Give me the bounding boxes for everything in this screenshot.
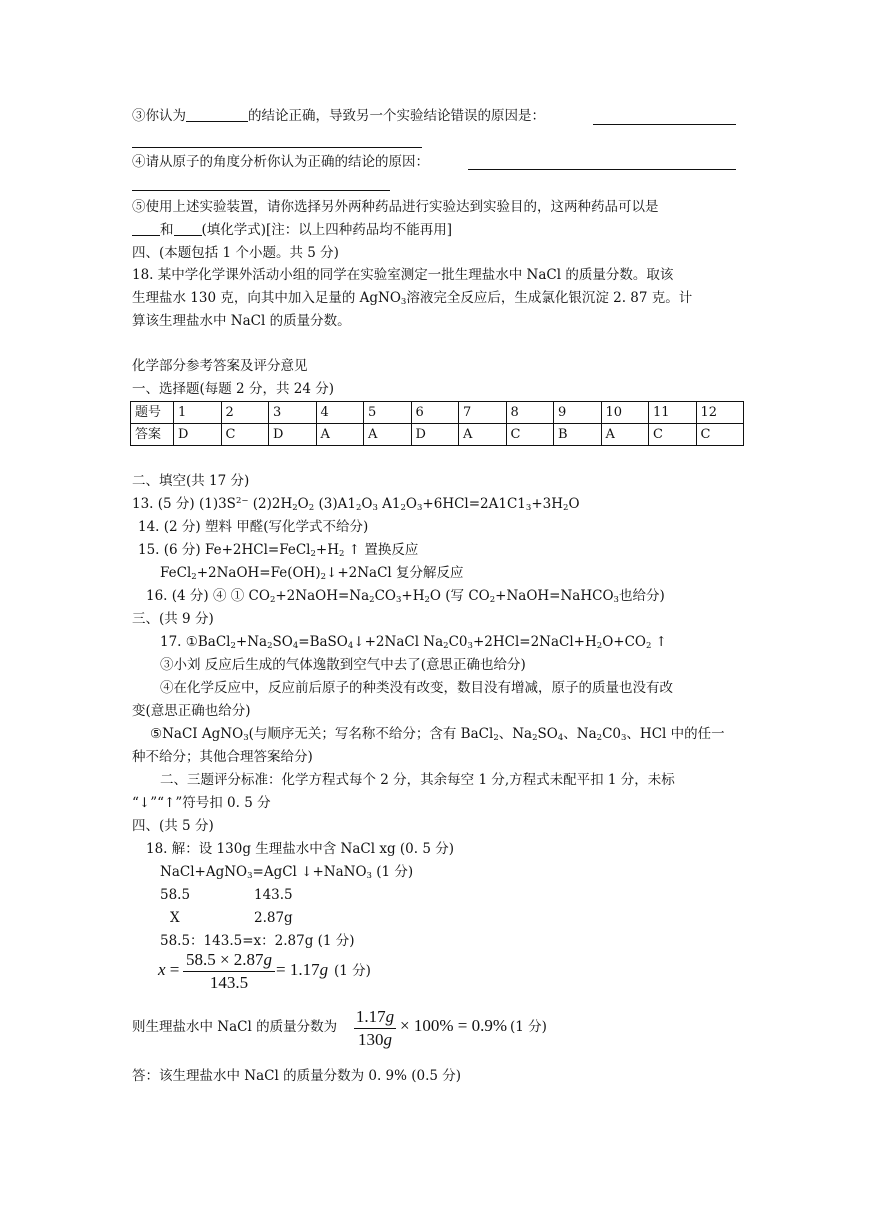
a17-5a-i: 、Na: [563, 726, 597, 742]
eq1-equals: =: [169, 960, 180, 979]
a17-5a-k: C0: [602, 726, 621, 742]
q3-middle: 的结论正确，导致另一个实验结论错误的原因是：: [248, 108, 545, 124]
cell-answer: C: [696, 424, 744, 446]
cell-number: 12: [696, 402, 744, 424]
a16-m: 也给分): [618, 588, 665, 604]
q5-note: (填化学式)[注：以上四种药品均不能再用]: [201, 222, 453, 238]
cell-answer: C: [506, 424, 554, 446]
a16-j: 2: [489, 595, 496, 605]
eq2-rhs: × 100% = 0.9%: [400, 1016, 507, 1035]
a16-d: 2: [369, 595, 375, 605]
eq2-den-unit: g: [383, 1030, 392, 1049]
cell-number: 11: [649, 402, 697, 424]
q3-prefix: ③你认为: [132, 108, 186, 124]
answer-18-5: 58.5：143.5=x：2.87g (1 分): [160, 933, 355, 949]
cell-number: 7: [459, 402, 507, 424]
a16-c: +2NaOH=Na: [275, 588, 370, 604]
cell-answer: C: [221, 424, 269, 446]
eq1-num-value: 58.5 × 2.87: [185, 950, 264, 969]
cell-number: 8: [506, 402, 554, 424]
eq1-num-unit: g: [263, 950, 273, 969]
cell-number: 3: [269, 402, 317, 424]
a16-a: 16. (4 分) ④ ① CO: [146, 588, 270, 604]
a16-f: 3: [395, 595, 402, 605]
q4-blank-1: [468, 169, 736, 170]
a18-2-a: NaCl+AgNO: [160, 864, 248, 880]
a17-1-a: 17. ①BaCl: [160, 634, 231, 650]
a13-s: O: [568, 496, 580, 512]
a17-1-g: =BaSO: [298, 634, 348, 650]
a17-1-m: +2HCl=2NaCl+H: [472, 634, 597, 650]
a16-e: CO: [374, 588, 396, 604]
a13-g: (3)A1: [314, 496, 356, 512]
a16-k: +NaOH=NaHCO: [495, 588, 614, 604]
q5-blank-1: [132, 221, 160, 236]
a16-l: 3: [613, 595, 619, 605]
q18-line-2: [132, 289, 692, 307]
q4-line: [132, 153, 429, 171]
cell-number: 6: [411, 402, 459, 424]
a15-2-a: FeCl: [160, 565, 192, 581]
final-answer: 答：该生理盐水中 NaCl 的质量分数为 0. 9% (0.5 分): [132, 1068, 462, 1084]
a17-5a-d: 2: [493, 733, 499, 743]
a17-5a-f: 2: [532, 733, 538, 743]
eq2-prefix: 则生理盐水中 NaCl 的质量分数为: [132, 1019, 338, 1035]
answer-13: [132, 495, 580, 513]
a17-5a-h: 4: [557, 733, 564, 743]
a13-j: 3: [372, 503, 378, 513]
a15-1-c: +H: [315, 542, 339, 558]
answer-15-1: [138, 541, 418, 559]
a17-1-o: O+CO: [602, 634, 646, 650]
a17-5a-a: ⑤NaCI AgNO: [150, 726, 244, 742]
a13-b: 2−: [235, 496, 249, 506]
answer-17-5b: 种不给分；其他合理答案给分): [132, 749, 313, 765]
a16-i: O (写 CO: [429, 588, 490, 604]
q3-blank-3: [132, 147, 422, 148]
a17-1-l: 3: [467, 641, 473, 651]
a13-p: 3: [525, 503, 532, 513]
eq2-num-unit: g: [385, 1007, 395, 1026]
q18-line-3: 算该生理盐水中 NaCl 的质量分数。: [132, 313, 351, 329]
q4-text: ④请从原子的角度分析你认为正确的结论的原因：: [132, 154, 429, 170]
a17-5a-c: (与顺序无关；写名称不给分；含有 BaCl: [248, 726, 494, 742]
a18-2-b: 3: [247, 871, 253, 881]
a17-1-p: 2: [645, 641, 652, 651]
eq2-num-value: 1.17: [355, 1007, 386, 1026]
a17-1-e: SO: [272, 634, 293, 650]
cell-number: 1: [174, 402, 222, 424]
a15-1-a: 15. (6 分) Fe+2HCl=FeCl: [138, 542, 311, 558]
a17-5a-m: 、HCl 中的任一: [626, 726, 725, 742]
answer-17-4b: 变(意思正确也给分): [132, 703, 251, 719]
q3-line: [132, 107, 545, 125]
a13-q: +3H: [531, 496, 564, 512]
a13-f: 2: [308, 503, 315, 513]
q5-blank-2: [174, 221, 202, 236]
cell-answer: C: [649, 424, 697, 446]
a13-r: 2: [563, 503, 569, 513]
eq1-lhs: [158, 961, 179, 979]
a18-2-e: (1 分): [371, 864, 414, 880]
cell-answer: A: [601, 424, 649, 446]
answer-17-4a: ④在化学反应中，反应前后原子的种类没有改变，数目没有增减，原子的质量也没有改: [160, 680, 673, 696]
table-row: [131, 424, 744, 446]
q3-blank-2: [593, 124, 736, 125]
a13-a: 13. (5 分) (1)3S: [132, 496, 236, 512]
cell-number: 4: [316, 402, 364, 424]
cell-answer: A: [364, 424, 412, 446]
cell-number: 2: [221, 402, 269, 424]
a17-1-c: +Na: [235, 634, 268, 650]
a13-d: 2: [292, 503, 298, 513]
a17-5a-j: 2: [596, 733, 603, 743]
eq2-fraction: [354, 1007, 396, 1050]
a15-1-e: ↑ 置换反应: [344, 542, 419, 558]
a13-m: O: [405, 496, 417, 512]
a17-1-f: 4: [292, 641, 299, 651]
q18-line2-sub: 3: [400, 297, 407, 307]
cell-answer: D: [411, 424, 459, 446]
answer-17-5a: [150, 725, 725, 743]
answer-17-1: [160, 633, 667, 651]
cell-number: 5: [364, 402, 412, 424]
cell-number: 10: [601, 402, 649, 424]
eq2-den-value: 130: [358, 1030, 384, 1049]
cell-answer: D: [269, 424, 317, 446]
a13-l: 2: [400, 503, 406, 513]
answer-18-3-b: 143.5: [254, 887, 293, 903]
q4-blank-2: [132, 190, 390, 191]
a15-2-c: +2NaOH=Fe(OH): [196, 565, 321, 581]
answers-title: 化学部分参考答案及评分意见: [132, 358, 308, 374]
answer-18-3-a: 58.5: [160, 887, 191, 903]
a15-2-e: ↓+2NaCl 复分解反应: [326, 565, 464, 581]
a17-1-d: 2: [267, 641, 273, 651]
q18-line-1: 18. 某中学化学课外活动小组的同学在实验室测定一批生理盐水中 NaCl 的质量分数。取该: [132, 267, 674, 283]
a18-2-c: =AgCl ↓+NaNO: [252, 864, 367, 880]
a13-h: 2: [355, 503, 362, 513]
a17-1-n: 2: [596, 641, 603, 651]
table-row: [131, 402, 744, 424]
a17-5a-b: 3: [243, 733, 249, 743]
answer-14: 14. (2 分) 塑料 甲醛(写化学式不给分): [138, 519, 369, 535]
criteria-line-2: “↓”“↑”符号扣 0. 5 分: [132, 795, 271, 811]
a18-2-d: 3: [366, 871, 372, 881]
a15-2-b: 2: [191, 572, 197, 582]
a13-k: A1: [377, 496, 401, 512]
q5-line-1: ⑤使用上述实验装置，请你选择另外两种药品进行实验达到实验目的，这两种药品可以是: [132, 199, 659, 215]
answer-18-2: [160, 863, 413, 881]
eq2-score: (1 分): [510, 1019, 547, 1035]
a17-1-j: 2: [443, 641, 449, 651]
answer-18-4-a: X: [170, 910, 180, 926]
a13-n: 3: [417, 503, 423, 513]
q18-line2-c: 溶液完全反应后，生成氯化银沉淀 2. 87 克。计: [406, 290, 693, 306]
a15-2-d: 2: [320, 572, 327, 582]
a17-1-k: C0: [448, 634, 468, 650]
q18-line2-a: 生理盐水 130 克，向其中加入足量的 AgNO: [132, 290, 401, 306]
eq1-rhs: [276, 961, 328, 979]
eq1-fraction-bar: [183, 971, 275, 972]
answer-15-2: [160, 564, 464, 582]
cell-answer: A: [316, 424, 364, 446]
answer-17-3: ③小刘 反应后生成的气体逸散到空气中去了(意思正确也给分): [160, 657, 526, 673]
eq1-rhs-value: = 1.17: [276, 960, 320, 979]
row-label-answer: 答案: [131, 424, 174, 446]
a17-5a-l: 3: [621, 733, 627, 743]
cell-answer: D: [174, 424, 222, 446]
eq2-fraction-bar: [354, 1028, 396, 1029]
cell-answer: A: [459, 424, 507, 446]
answer-16: [146, 587, 665, 605]
eq1-rhs-unit: g: [319, 960, 329, 979]
answer-18-1: 18. 解：设 130g 生理盐水中含 NaCl xg (0. 5 分): [146, 841, 454, 857]
a13-o: +6HCl=2A1C1: [422, 496, 526, 512]
eq1-denominator: 143.5: [209, 973, 249, 992]
a17-1-h: 4: [347, 641, 354, 651]
answers-sec3: 三、(共 9 分): [132, 611, 214, 627]
a17-1-i: ↓+2NaCl Na: [353, 634, 444, 650]
cell-number: 9: [554, 402, 602, 424]
a13-c: (2)2H: [248, 496, 293, 512]
q3-blank-1: [186, 107, 248, 122]
cell-answer: B: [554, 424, 602, 446]
eq2-denominator: [354, 1030, 396, 1050]
answer-table: [130, 401, 744, 446]
a16-g: +H: [401, 588, 425, 604]
a13-i: O: [361, 496, 373, 512]
sec4-title: 四、(本题包括 1 个小题。共 5 分): [132, 245, 339, 261]
a17-1-b: 2: [230, 641, 236, 651]
a13-e: O: [297, 496, 309, 512]
eq1-x: x: [158, 960, 166, 979]
criteria-line-1: 二、三题评分标准：化学方程式每个 2 分，其余每空 1 分,方程式未配平扣 1 分，未标: [160, 772, 675, 788]
q5-and: 和: [160, 222, 174, 238]
a16-b: 2: [269, 595, 276, 605]
answer-18-4-b: 2.87g: [254, 910, 293, 926]
a17-5a-g: SO: [537, 726, 558, 742]
a15-1-b: 2: [310, 549, 316, 559]
a15-1-d: 2: [339, 549, 345, 559]
eq1-fraction: [183, 950, 275, 993]
a17-5a-e: 、Na: [498, 726, 533, 742]
eq1-score: (1 分): [334, 963, 371, 979]
a16-h: 2: [424, 595, 430, 605]
answers-sec4: 四、(共 5 分): [132, 818, 214, 834]
q5-line-2: [132, 221, 452, 239]
answers-sec1: 一、选择题(每题 2 分，共 24 分): [132, 381, 334, 397]
eq1-numerator: [183, 950, 275, 970]
answers-sec2: 二、填空(共 17 分): [132, 473, 250, 489]
row-label-number: 题号: [131, 402, 174, 424]
a17-1-q: ↑: [651, 634, 667, 650]
eq2-numerator: [354, 1007, 396, 1027]
